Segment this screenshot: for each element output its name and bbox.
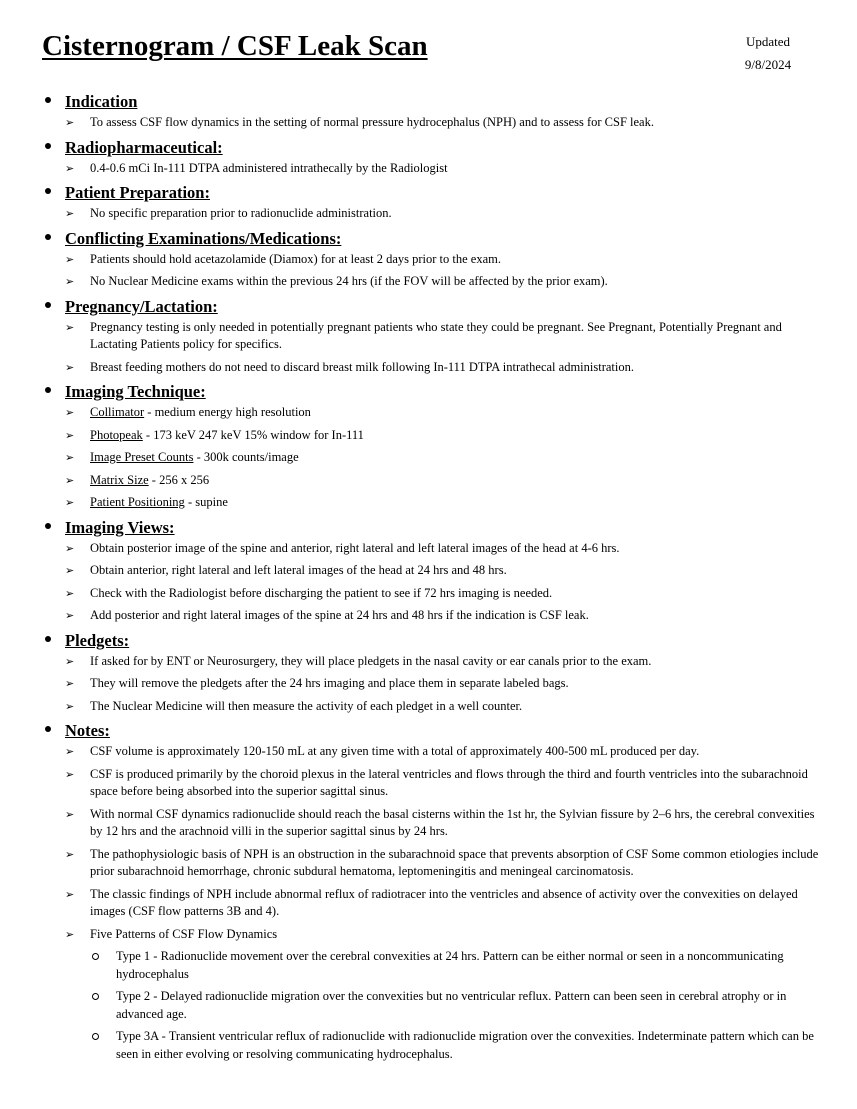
bullet-dot-icon <box>45 636 51 642</box>
bullet-dot-icon <box>45 188 51 194</box>
arrow-bullet-icon: ➢ <box>65 654 75 668</box>
section-heading <box>44 91 824 112</box>
list-item <box>44 607 824 625</box>
item-text: Patients should hold acetazolamide (Diamox) for at least 2 days prior to the exam. <box>90 251 501 266</box>
item-term: Image Preset Counts <box>90 450 194 464</box>
arrow-bullet-icon: ➢ <box>65 586 75 600</box>
section-heading-text: Conflicting Examinations/Medications: <box>65 228 342 248</box>
list-item <box>44 698 824 716</box>
updated-label: Updated <box>745 34 791 49</box>
item-text: - 256 x 256 <box>148 472 210 487</box>
list-item <box>44 494 824 512</box>
arrow-bullet-icon: ➢ <box>65 275 75 288</box>
section-heading <box>44 720 824 741</box>
item-text: CSF volume is approximately 120-150 mL at any given time with a total of approximately 400-500 mL produced per day. <box>90 744 700 758</box>
list-item <box>44 427 824 445</box>
sub-list-item <box>44 948 824 983</box>
section-heading-text: Notes: <box>65 721 110 740</box>
updated-stamp <box>728 30 808 76</box>
item-text: The pathophysiologic basis of NPH is an obstruction in the subarachnoid space that prevents absorption of CSF Some common etiologies include prior subarachnoid hemorrhage, chronic subdural hematoma, leptomeningitis and meningeal carcinomatosis. <box>90 846 819 878</box>
arrow-bullet-icon: ➢ <box>65 161 75 175</box>
section-heading-text: Patient Preparation: <box>65 183 210 202</box>
page-title: Cisternogram / CSF Leak Scan <box>42 30 428 62</box>
arrow-bullet-icon: ➢ <box>65 847 75 861</box>
item-text: CSF is produced primarily by the choroid plexus in the lateral ventricles and flows through the third and fourth ventricles into the subarachnoid space before being absorbed into the superior sagittal sinus. <box>90 766 808 798</box>
section-heading <box>44 517 824 538</box>
item-text: The Nuclear Medicine will then measure the activity of each pledget in a well counter. <box>90 698 523 713</box>
list-item <box>44 926 824 944</box>
item-text: - 300k counts/image <box>193 450 299 464</box>
list-item <box>44 675 824 693</box>
list-item <box>44 273 824 291</box>
arrow-bullet-icon: ➢ <box>65 496 75 509</box>
item-text: No Nuclear Medicine exams within the previous 24 hrs (if the FOV will be affected by the prior exam). <box>90 274 608 288</box>
list-item <box>44 251 824 269</box>
item-term: Photopeak <box>90 427 143 442</box>
list-item <box>44 359 824 377</box>
arrow-bullet-icon: ➢ <box>65 541 75 555</box>
list-item <box>44 886 824 921</box>
item-text: They will remove the pledgets after the 24 hrs imaging and place them in separate labeled bags. <box>90 676 569 690</box>
item-text: - 173 keV 247 keV 15% window for In-111 <box>142 427 364 442</box>
item-term: Patient Positioning <box>90 495 185 509</box>
list-item <box>44 404 824 422</box>
section-heading-text: Imaging Views: <box>65 517 175 537</box>
list-item <box>44 205 824 223</box>
list-item <box>44 472 824 490</box>
bullet-dot-icon <box>45 234 51 240</box>
arrow-bullet-icon: ➢ <box>65 767 75 781</box>
document-body <box>44 91 824 1068</box>
item-text: 0.4-0.6 mCi In-111 DTPA administered intrathecally by the Radiologist <box>90 160 448 175</box>
section-heading-text: Pledgets: <box>65 630 130 650</box>
bullet-dot-icon <box>45 143 51 149</box>
item-text: The classic findings of NPH include abnormal reflux of radiotracer into the ventricles and absence of activity over the convexities on delayed images (CSF flow patterns 3B and 4). <box>90 886 798 918</box>
item-text: Obtain anterior, right lateral and left lateral images of the head at 24 hrs and 48 hrs. <box>90 563 507 577</box>
list-item <box>44 846 824 881</box>
bullet-dot-icon <box>45 97 51 103</box>
arrow-bullet-icon: ➢ <box>65 609 75 622</box>
circle-bullet-icon <box>92 993 99 1000</box>
section-heading <box>44 182 824 203</box>
list-item <box>44 114 824 132</box>
sub-list-item <box>44 1028 824 1063</box>
sub-item-text: Type 1 - Radionuclide movement over the cerebral convexities at 24 hrs. Pattern can be either normal or seen in a noncommunicating hydrocephalus <box>116 949 784 981</box>
item-text: If asked for by ENT or Neurosurgery, they will place pledgets in the nasal cavity or ear canals prior to the exam. <box>90 653 652 668</box>
item-text: Check with the Radiologist before discharging the patient to see if 72 hrs imaging is needed. <box>90 585 553 600</box>
section-heading-text: Indication <box>65 92 138 111</box>
section-heading <box>44 228 824 249</box>
item-text: To assess CSF flow dynamics in the setting of normal pressure hydrocephalus (NPH) and to assess for CSF leak. <box>90 115 654 129</box>
arrow-bullet-icon: ➢ <box>65 406 75 419</box>
bullet-dot-icon <box>45 387 51 393</box>
list-item <box>44 806 824 841</box>
arrow-bullet-icon: ➢ <box>65 807 75 821</box>
item-text: Obtain posterior image of the spine and anterior, right lateral and left lateral images of the head at 4-6 hrs. <box>90 540 620 555</box>
arrow-bullet-icon: ➢ <box>65 252 75 266</box>
arrow-bullet-icon: ➢ <box>65 207 75 220</box>
bullet-dot-icon <box>45 726 51 732</box>
sub-list-item <box>44 988 824 1023</box>
item-text: Pregnancy testing is only needed in potentially pregnant patients who state they could be pregnant. See Pregnant, Potentially Pregnant and Lactating Patients policy for specifics. <box>90 319 782 351</box>
list-item <box>44 585 824 603</box>
list-item <box>44 562 824 580</box>
list-item <box>44 540 824 558</box>
arrow-bullet-icon: ➢ <box>65 564 75 577</box>
section-heading-text: Radiopharmaceutical: <box>65 137 223 157</box>
circle-bullet-icon <box>92 953 99 960</box>
item-text: No specific preparation prior to radionuclide administration. <box>90 206 392 220</box>
item-text: Five Patterns of CSF Flow Dynamics <box>90 926 278 941</box>
section-heading-text: Pregnancy/Lactation: <box>65 296 218 316</box>
arrow-bullet-icon: ➢ <box>65 473 75 487</box>
sub-item-text: Type 2 - Delayed radionuclide migration over the convexities but no ventricular reflux. Pattern can been seen in cerebral atrophy or in advanced age. <box>116 989 787 1021</box>
list-item <box>44 743 824 761</box>
arrow-bullet-icon: ➢ <box>65 451 75 464</box>
section-heading <box>44 381 824 402</box>
list-item <box>44 449 824 467</box>
item-text: - supine <box>184 495 228 509</box>
list-item <box>44 160 824 178</box>
item-text: Breast feeding mothers do not need to discard breast milk following In-111 DTPA intrathecal administration. <box>90 359 634 374</box>
item-term: Collimator <box>90 405 145 419</box>
arrow-bullet-icon: ➢ <box>65 116 75 129</box>
arrow-bullet-icon: ➢ <box>65 428 75 442</box>
item-text: Add posterior and right lateral images of the spine at 24 hrs and 48 hrs if the indication is CSF leak. <box>90 608 589 622</box>
item-text: - medium energy high resolution <box>144 405 311 419</box>
arrow-bullet-icon: ➢ <box>65 677 75 690</box>
list-item <box>44 319 824 354</box>
arrow-bullet-icon: ➢ <box>65 927 75 941</box>
updated-date: 9/8/2024 <box>744 57 792 72</box>
item-term: Matrix Size <box>90 472 149 487</box>
bullet-dot-icon <box>45 302 51 308</box>
circle-bullet-icon <box>92 1033 99 1040</box>
arrow-bullet-icon: ➢ <box>65 745 75 758</box>
section-heading <box>44 296 824 317</box>
section-heading <box>44 630 824 651</box>
list-item <box>44 653 824 671</box>
arrow-bullet-icon: ➢ <box>65 360 75 374</box>
section-heading <box>44 137 824 158</box>
arrow-bullet-icon: ➢ <box>65 320 75 334</box>
bullet-dot-icon <box>45 523 51 529</box>
section-heading-text: Imaging Technique: <box>65 382 206 401</box>
sub-item-text: Type 3A - Transient ventricular reflux of radionuclide with radionuclide migration over the convexities. Indeterminate pattern which can be seen in either evolving or resolving communicating hydrocephalus. <box>116 1029 814 1061</box>
arrow-bullet-icon: ➢ <box>65 887 75 901</box>
list-item <box>44 766 824 801</box>
item-text: With normal CSF dynamics radionuclide should reach the basal cisterns within the 1st hr, the Sylvian fissure by 2–6 hrs, the cerebral convexities by 12 hrs and the arachnoid villi in the superior sagittal sinus by 24 hrs. <box>90 806 815 838</box>
arrow-bullet-icon: ➢ <box>65 699 75 713</box>
